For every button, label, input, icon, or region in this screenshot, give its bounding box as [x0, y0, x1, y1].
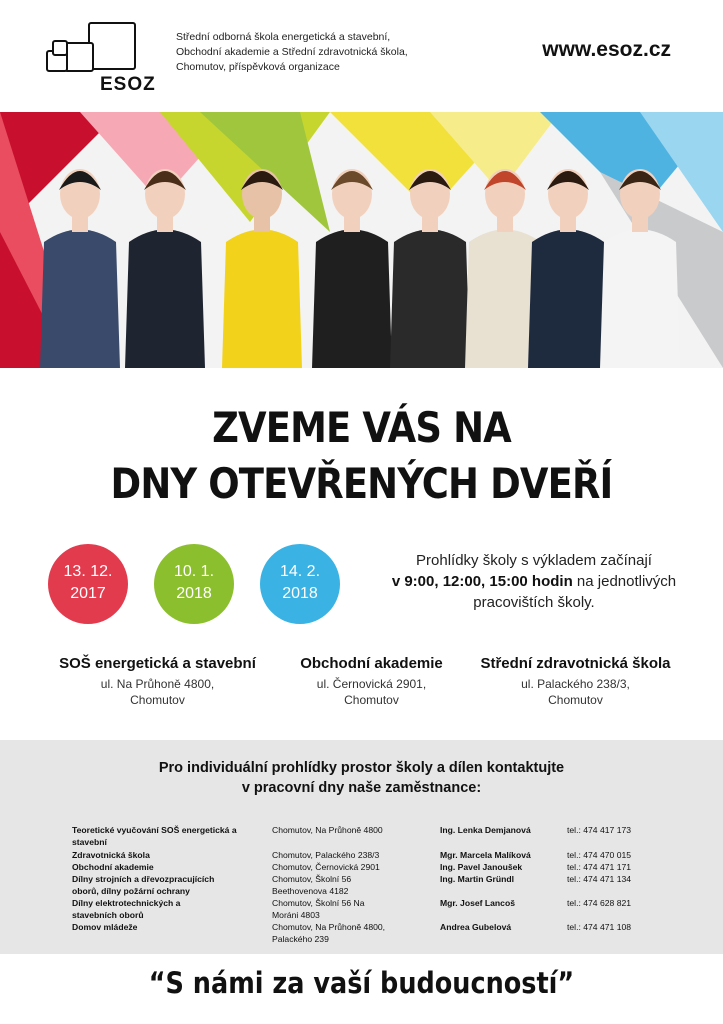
student-figure [40, 169, 120, 368]
school-street: ul. Palackého 238/3, [521, 677, 630, 691]
date-circle-3 [260, 544, 340, 624]
contact-phone[interactable]: tel.: 474 471 134 [567, 874, 632, 884]
main-heading [43, 400, 679, 512]
contact-address: Chomutov, Palackého 238/3 [272, 850, 380, 860]
school-street: ul. Na Průhoně 4800, [100, 677, 215, 691]
date-circle-2 [154, 544, 234, 624]
school-name: Obchodní akademie [300, 655, 443, 672]
slogan: “S námi za vaší budoucností” [148, 966, 575, 1000]
contact-title [0, 758, 723, 798]
contact-person: Ing. Martin Gründl [440, 874, 514, 884]
contact-title-line-1: Pro individuální prohlídky prostor školy a dílen kontaktujte [158, 760, 565, 776]
student-figure [600, 169, 680, 368]
date-year: 2018 [282, 585, 318, 602]
heading-line-2: DNY OTEVŘENÝCH DVEŘÍ [110, 459, 613, 508]
logo-square-tiny [52, 40, 68, 56]
logo-square-large [88, 22, 136, 70]
contact-title-line-2: v pracovní dny naše zaměstnance: [241, 780, 482, 796]
school-address [50, 676, 265, 708]
org-line: Střední odborná škola energetická a stavební, [176, 31, 391, 43]
school-medical [468, 655, 683, 708]
tour-line-3: pracovištích školy. [473, 594, 595, 611]
logo-square-medium [64, 42, 94, 72]
contact-department: Dílny strojních a dřevozpracujících oborů, dílny požární ochrany [72, 874, 215, 896]
website-link[interactable]: www.esoz.cz [542, 38, 671, 61]
contact-person: Ing. Lenka Demjanová [440, 825, 531, 835]
tour-line-2 [369, 571, 699, 592]
school-name: Střední zdravotnická škola [480, 655, 671, 672]
school-street: ul. Černovická 2901, [316, 677, 427, 691]
contact-address: Chomutov, Na Průhoně 4800, Palackého 239 [272, 922, 386, 944]
contact-person: Mgr. Josef Lancoš [440, 898, 515, 908]
contact-department: Domov mládeže [72, 922, 138, 932]
school-energy-construction [50, 655, 265, 708]
logo-text: ESOZ [100, 74, 156, 95]
contact-person: Mgr. Marcela Malíková [440, 850, 531, 860]
student-figure [312, 169, 392, 368]
tour-line-2-rest: na jednotlivých [572, 573, 677, 590]
date-day: 10. 1. [173, 563, 215, 580]
organization-name [176, 30, 408, 75]
contact-phone[interactable]: tel.: 474 417 173 [567, 825, 632, 835]
school-address [468, 676, 683, 708]
esoz-logo [44, 22, 164, 96]
contact-address: Chomutov, Černovická 2901 [272, 862, 380, 872]
school-business-academy [284, 655, 459, 708]
date-year: 2018 [176, 585, 212, 602]
student-figure [125, 169, 205, 368]
school-city: Chomutov [344, 693, 399, 707]
contact-phone[interactable]: tel.: 474 470 015 [567, 850, 632, 860]
students-banner [0, 112, 723, 368]
school-city: Chomutov [548, 693, 603, 707]
contact-address: Chomutov, Na Průhoně 4800 [272, 825, 383, 835]
contact-address: Chomutov, Školní 56 Na Moráni 4803 [272, 898, 365, 920]
heading-line-1: ZVEME VÁS NA [212, 403, 511, 452]
contact-department: Zdravotnická škola [72, 850, 150, 860]
contact-person: Andrea Gubelová [440, 922, 512, 932]
date-year: 2017 [70, 585, 106, 602]
student-figure [390, 169, 470, 368]
tour-times: v 9:00, 12:00, 15:00 hodin [391, 573, 573, 590]
tour-line-1: Prohlídky školy s výkladem začínají [416, 552, 652, 569]
contact-department: Dílny elektrotechnických a stavebních oborů [72, 898, 181, 920]
contact-phone[interactable]: tel.: 474 471 108 [567, 922, 632, 932]
date-day: 14. 2. [279, 563, 321, 580]
contact-phone[interactable]: tel.: 474 471 171 [567, 862, 632, 872]
date-day: 13. 12. [63, 563, 113, 580]
school-city: Chomutov [130, 693, 185, 707]
students-silhouettes [40, 169, 680, 368]
date-circle-1 [48, 544, 128, 624]
banner-graphic [0, 112, 723, 368]
contact-phone[interactable]: tel.: 474 628 821 [567, 898, 632, 908]
contact-department: Obchodní akademie [72, 862, 154, 872]
school-address [284, 676, 459, 708]
contact-person: Ing. Pavel Janoušek [440, 862, 523, 872]
tour-info [369, 550, 699, 613]
header [0, 0, 723, 112]
school-name: SOŠ energetická a stavební [59, 655, 256, 672]
contact-address: Chomutov, Školní 56 Beethovenova 4182 [272, 874, 352, 896]
student-figure [528, 169, 608, 368]
contact-section [0, 740, 723, 954]
org-line: Chomutov, příspěvková organizace [176, 61, 340, 73]
org-line: Obchodní akademie a Střední zdravotnická škola, [176, 46, 408, 58]
contact-department: Teoretické vyučování SOŠ energetická a stavební [72, 825, 237, 847]
